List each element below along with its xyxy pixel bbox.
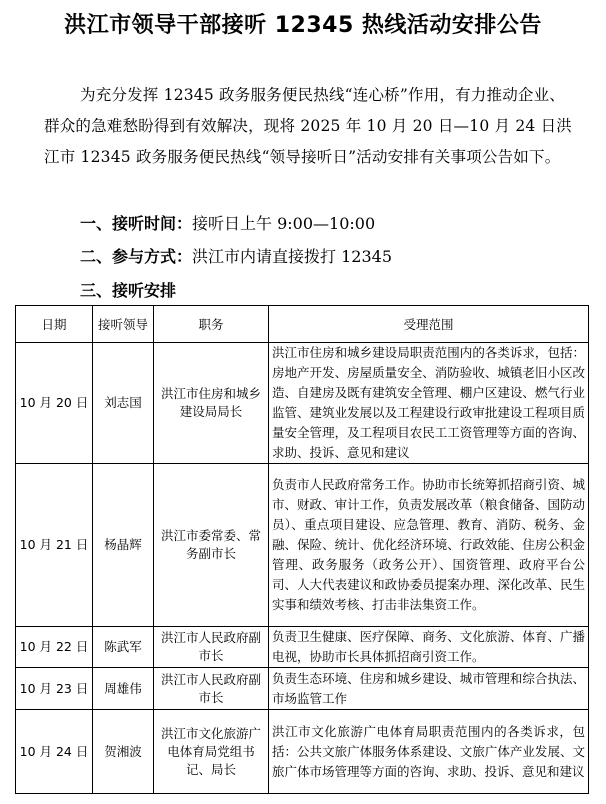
section-method-heading: 二、参与方式：	[80, 247, 193, 266]
cell-leader: 周雄伟	[93, 668, 154, 710]
cell-date: 10 月 20 日	[16, 343, 93, 464]
schedule-table	[15, 305, 589, 794]
cell-date: 10 月 24 日	[16, 710, 93, 794]
table-row	[16, 627, 589, 668]
cell-scope: 负责市人民政府常务工作。协助市长统筹抓招商引资、城市、财政、审计工作，负责发展改革（粮食储备、国防动员）、重点项目建设、应急管理、教育、消防、税务、金融、保险、统计、优化经济环境、行政效能、住房公积金管理、政务服务（政务公开）、国资管理、政府平台公司、人大代表建议和政协委员提案办理、深化改革、民生实事和绩效考核、打击非法集资工作。	[269, 464, 589, 627]
page-title: 洪江市领导干部接听 12345 热线活动安排公告	[64, 13, 542, 38]
cell-position: 洪江市文化旅游广电体育局党组书记、局长	[154, 710, 269, 794]
cell-position: 洪江市委常委、常务副市长	[154, 464, 269, 627]
intro-paragraph: 为充分发挥 12345 政务服务便民热线“连心桥”作用，有力推动企业、群众的急难愁盼得到有效解决，现将 2025 年 10 月 20 日—10 月 24 日洪江市 12345 政务服务便民热线“领导接听日”活动安排有关事项公告如下。	[44, 86, 572, 166]
cell-position: 洪江市人民政府副市长	[154, 627, 269, 668]
cell-date: 10 月 23 日	[16, 668, 93, 710]
cell-date: 10 月 21 日	[16, 464, 93, 627]
table-header-row	[16, 306, 589, 343]
cell-position: 洪江市人民政府副市长	[154, 668, 269, 710]
cell-leader: 杨晶辉	[93, 464, 154, 627]
cell-date: 10 月 22 日	[16, 627, 93, 668]
cell-position: 洪江市住房和城乡建设局局长	[154, 343, 269, 464]
cell-leader: 陈武军	[93, 627, 154, 668]
cell-scope: 洪江市文化旅游广电体育局职责范围内的各类诉求，包括：公共文旅广体服务体系建设、文旅广体产业发展、文旅广体市场管理等方面的咨询、求助、投诉、意见和建议	[269, 710, 589, 794]
header-position: 职务	[154, 306, 269, 343]
section-method	[80, 244, 392, 270]
cell-leader: 贺湘波	[93, 710, 154, 794]
table-row	[16, 343, 589, 464]
table-row	[16, 668, 589, 710]
header-date: 日期	[16, 306, 93, 343]
section-time-heading: 一、接听时间：	[80, 214, 193, 233]
section-schedule	[80, 278, 176, 304]
header-leader: 接听领导	[93, 306, 154, 343]
cell-scope: 负责生态环境、住房和城乡建设、城市管理和综合执法、市场监管工作	[269, 668, 589, 710]
cell-scope: 负责卫生健康、医疗保障、商务、文化旅游、体育、广播电视，协助市长具体抓招商引资工作。	[269, 627, 589, 668]
cell-scope: 洪江市住房和城乡建设局职责范围内的各类诉求，包括：房地产开发、房屋质量安全、消防验收、城镇老旧小区改造、自建房及既有建筑安全管理、棚户区建设、燃气行业监管、建筑业发展以及工程建设行政审批建设工程项目质量安全管理，及工程项目农民工工资管理等方面的咨询、求助、投诉、意见和建议	[269, 343, 589, 464]
header-scope: 受理范围	[269, 306, 589, 343]
table-row	[16, 710, 589, 794]
cell-leader: 刘志国	[93, 343, 154, 464]
table-row	[16, 464, 589, 627]
section-time-body: 接听日上午 9:00—10:00	[192, 214, 376, 233]
section-method-body: 洪江市内请直接拨打 12345	[192, 247, 393, 266]
section-schedule-heading: 三、接听安排	[80, 281, 177, 300]
section-time	[80, 211, 375, 237]
